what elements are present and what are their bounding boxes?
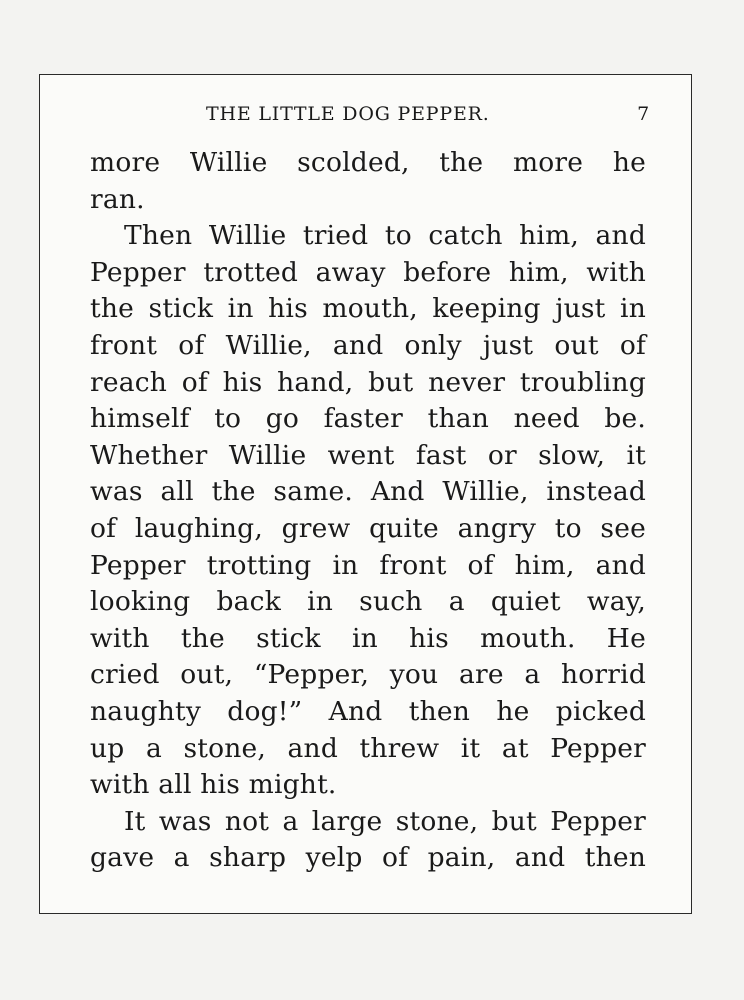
text-line: Pepper trotted away before him, with	[90, 256, 646, 288]
text-line: with all his might.	[90, 769, 337, 801]
body-text	[90, 145, 646, 877]
text-line: was all the same. And Willie, instead	[90, 476, 646, 508]
text-line: front of Willie, and only just out of	[90, 329, 646, 361]
running-head	[90, 103, 650, 131]
page-frame	[39, 74, 692, 914]
text-line: of laughing, grew quite angry to see	[90, 512, 646, 544]
text-line: It was not a large stone, but Pepper	[124, 805, 646, 837]
text-line: Then Willie tried to catch him, and	[124, 220, 646, 252]
text-line: up a stone, and threw it at Pepper	[90, 732, 646, 764]
text-line: gave a sharp yelp of pain, and then	[90, 842, 646, 874]
text-line: cried out, “Pepper, you are a horrid	[90, 659, 646, 691]
text-line: naughty dog!” And then he picked	[90, 695, 646, 727]
text-line: reach of his hand, but never troubling	[90, 366, 646, 398]
text-line: the stick in his mouth, keeping just in	[90, 293, 646, 325]
text-line: Whether Willie went fast or slow, it	[90, 439, 646, 471]
page-number: 7	[637, 103, 650, 125]
text-line: ran.	[90, 183, 145, 215]
text-line: looking back in such a quiet way,	[90, 586, 646, 618]
text-line: Pepper trotting in front of him, and	[90, 549, 646, 581]
text-line: himself to go faster than need be.	[90, 403, 646, 435]
text-line: more Willie scolded, the more he	[90, 147, 646, 178]
running-title: THE LITTLE DOG PEPPER.	[206, 103, 490, 125]
text-line: with the stick in his mouth. He	[90, 622, 646, 654]
